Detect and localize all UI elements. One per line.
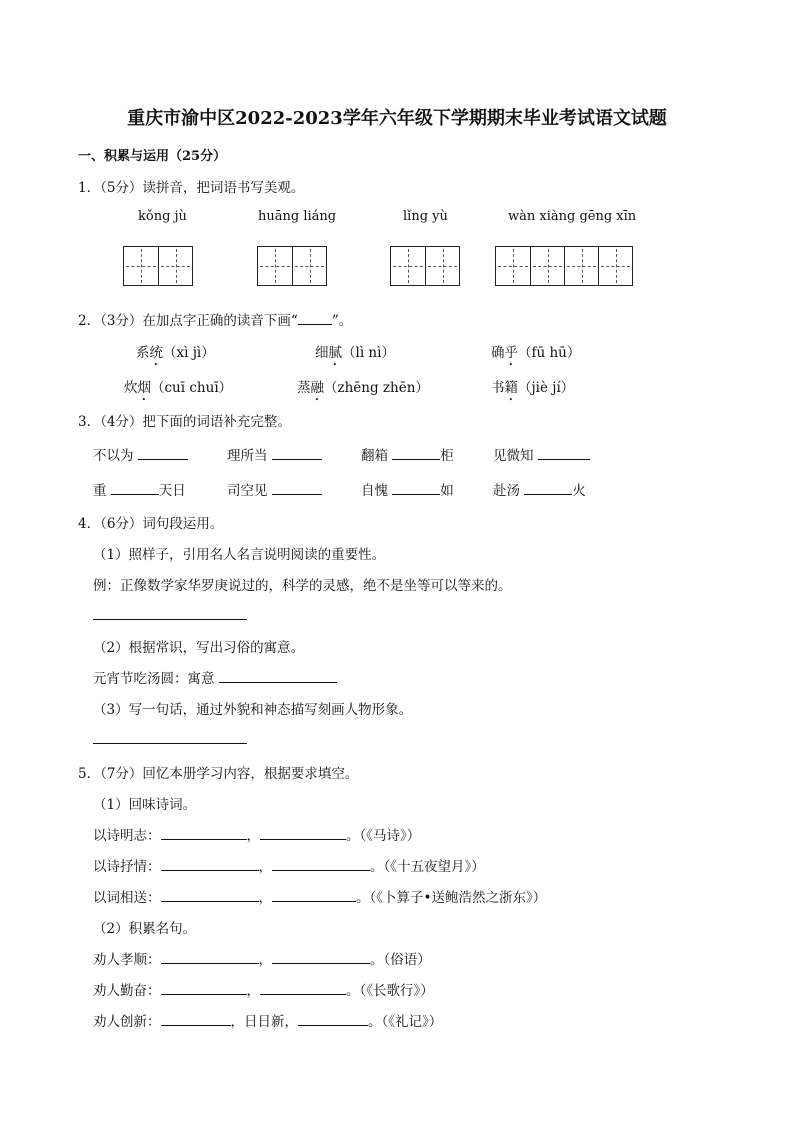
quote-line-1[interactable]: 劝人孝顺： ， 。（俗语）: [93, 952, 431, 968]
reading-item-1: 系统（xì jì）: [136, 345, 215, 361]
section-heading: 一、积累与运用（25分）: [78, 149, 227, 164]
poem-line-2[interactable]: 以诗抒情： ， 。（《十五夜望月》）: [93, 859, 485, 875]
idiom-item-7[interactable]: 自愧 如: [361, 483, 454, 499]
q4-sub-1: （1）照样子，引用名人名言说明阅读的重要性。: [93, 547, 386, 563]
idiom-item-2[interactable]: 理所当: [227, 444, 322, 464]
q4-sub-3: （3）写一句话，通过外貌和神态描写刻画人物形象。: [93, 702, 413, 718]
reading-item-5: 蒸融（zhēng zhēn）: [297, 380, 429, 396]
idiom-item-1[interactable]: 不以为: [93, 444, 188, 464]
question-4-stem: 4．（6分）词句段运用。: [78, 516, 224, 532]
idiom-item-8[interactable]: 赴汤 火: [493, 483, 586, 499]
reading-item-4: 炊烟（cuī chuī）: [124, 380, 233, 396]
quote-line-2[interactable]: 劝人勤奋： ， 。（《长歌行》）: [93, 983, 434, 999]
question-1-stem: 1．（5分）读拼音，把词语书写美观。: [78, 180, 305, 196]
idiom-item-4[interactable]: 见微知: [493, 444, 590, 464]
reading-item-3: 确乎（fū hū）: [491, 345, 581, 361]
idiom-item-3[interactable]: 翻箱 柜: [361, 448, 454, 464]
answer-line[interactable]: [93, 619, 247, 620]
pinyin-1: kǒng jù: [138, 209, 187, 224]
writing-grid-3[interactable]: [390, 246, 460, 286]
q5-sub-2: （2）积累名句。: [93, 921, 197, 937]
poem-line-1[interactable]: 以诗明志： ， 。（《马诗》）: [93, 828, 421, 844]
quote-line-3[interactable]: 劝人创新： ，日日新， 。（《礼记》）: [93, 1014, 443, 1030]
page-title: 重庆市渝中区2022-2023学年六年级下学期期末毕业考试语文试题: [127, 108, 667, 129]
question-5-stem: 5．（7分）回忆本册学习内容，根据要求填空。: [78, 766, 359, 782]
q5-sub-1: （1）回味诗词。: [93, 797, 197, 813]
idiom-item-6[interactable]: 司空见: [227, 479, 322, 499]
question-2-stem: 2．（3分）在加点字正确的读音下画“ ”。: [78, 313, 353, 329]
pinyin-4: wàn xiàng gēng xīn: [508, 209, 637, 224]
pinyin-3: lǐng yù: [403, 209, 448, 224]
writing-grid-4[interactable]: [495, 246, 633, 286]
poem-line-3[interactable]: 以词相送： ， 。（《卜算子•送鲍浩然之浙东》）: [93, 890, 547, 906]
q4-example: 例：正像数学家华罗庚说过的，科学的灵感，绝不是坐等可以等来的。: [93, 578, 512, 594]
reading-item-2: 细腻（lì nì）: [315, 345, 395, 361]
reading-item-6: 书籍（jiè jí）: [491, 380, 575, 396]
answer-line[interactable]: [93, 743, 247, 744]
idiom-item-5[interactable]: 重 天日: [93, 483, 186, 499]
question-3-stem: 3．（4分）把下面的词语补充完整。: [78, 414, 291, 430]
q4-custom-line[interactable]: 元宵节吃汤圆：寓意: [93, 667, 337, 687]
pinyin-2: huāng liáng: [258, 209, 337, 224]
writing-grid-1[interactable]: [123, 246, 193, 286]
writing-grid-2[interactable]: [257, 246, 327, 286]
q4-sub-2: （2）根据常识，写出习俗的寓意。: [93, 640, 305, 656]
